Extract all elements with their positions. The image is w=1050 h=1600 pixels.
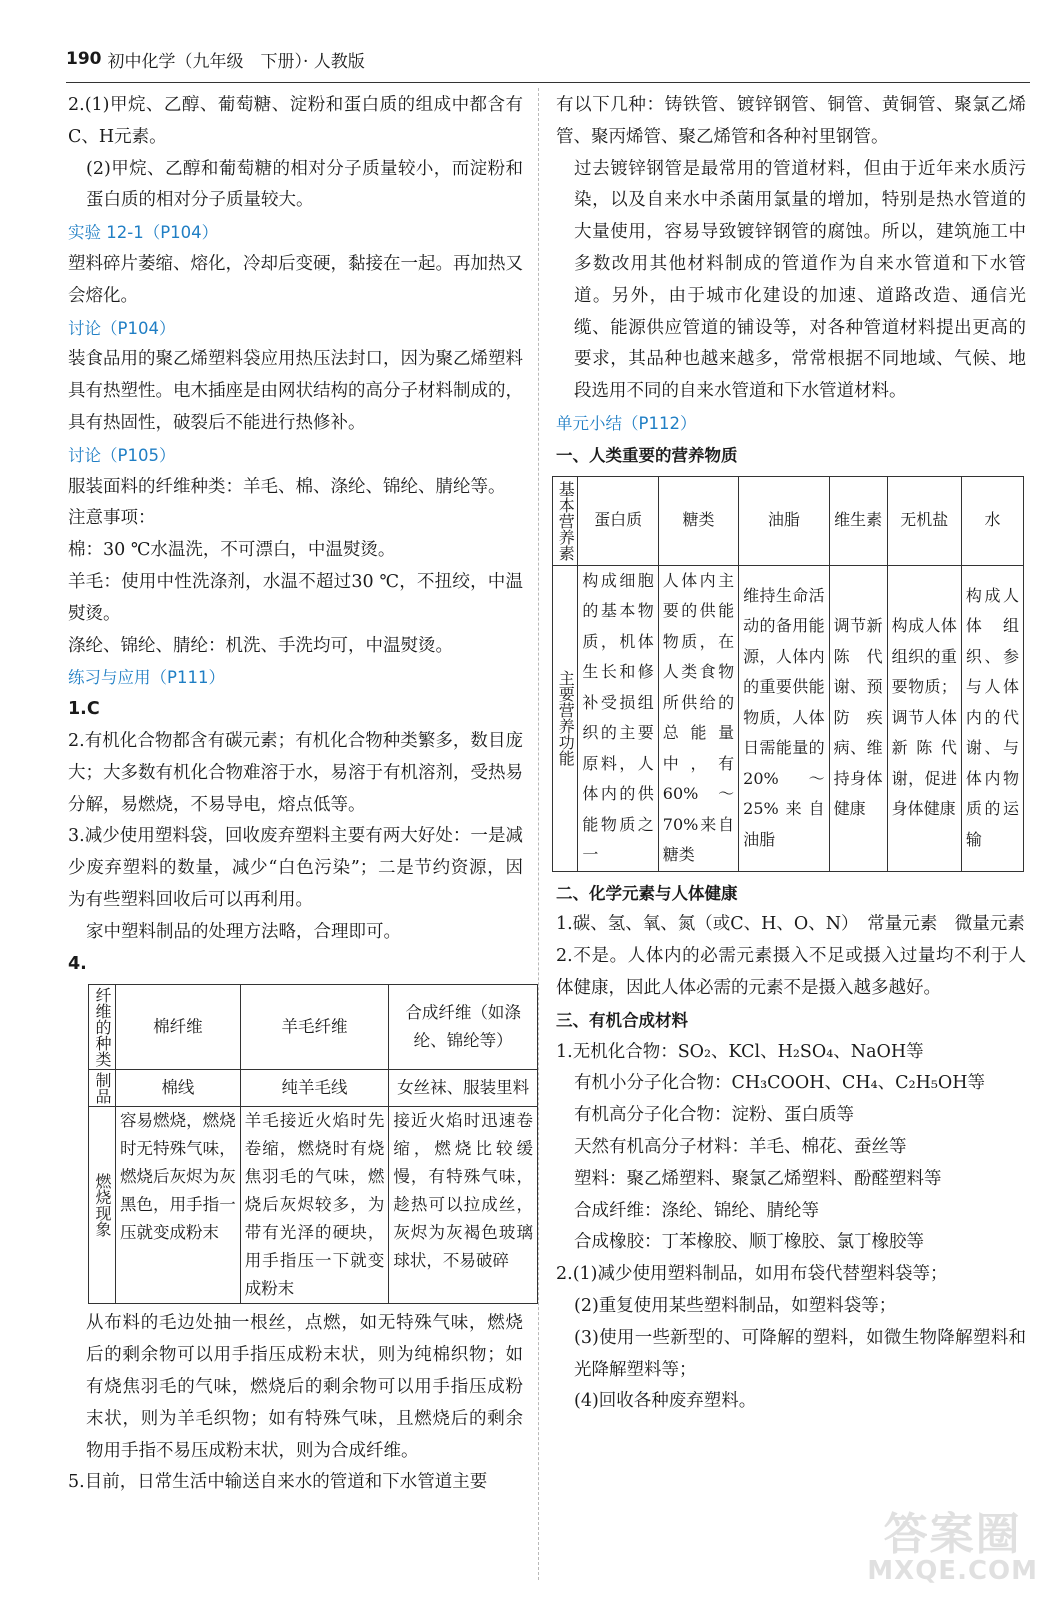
- pipe-materials-text: 过去镀锌钢管是最常用的管道材料，但由于近年来水质污染，以及自来水中杀菌用氯量的增加，特别是热水管道的大量使用，容易导致镀锌钢管的腐蚀。所以，建筑施工中多数改用其他材料制成的管道作为自来水管道和下水管道。另外，由于城市化建设的加速、道路改造、通信光缆、能源供应管道的铺设等，对各种管道材料提出更高的要求，其品种也越来越多，常常根据不同地域、气候、地段选用不同的自来水管道和下水管道材料。: [574, 158, 1026, 402]
- fiber-identification: 从布料的毛边处抽一根丝，点燃，如无特殊气味，燃烧后的剩余物可以用手指压成粉末状，则为纯棉织物；如有烧焦羽毛的气味，燃烧后的剩余物可以用手指压成粉末状，则为羊毛织物；如有特殊气味，且燃烧后的剩余物用手指不易压成粉末状，则为合成纤维。: [86, 1313, 523, 1461]
- summary-answer-c1d: 天然有机高分子材料：羊毛、棉花、蚕丝等: [574, 1136, 907, 1157]
- burning-header: 燃烧现象: [92, 1173, 112, 1238]
- practice-answer-1: 1.C: [68, 699, 100, 720]
- fiber-table: [88, 984, 538, 1304]
- table-row: [89, 1107, 538, 1304]
- care-synthetic: 涤纶、锦纶、腈纶：机洗、手洗均可，中温熨烫。: [68, 635, 453, 656]
- table-cell: [553, 476, 578, 565]
- table-cell: [89, 1070, 116, 1107]
- care-notes-label: 注意事项：: [68, 508, 156, 529]
- heading-unit-summary: 单元小结（P112）: [556, 413, 697, 433]
- heading-practice: 练习与应用（P111）: [68, 668, 225, 688]
- column-divider: [538, 88, 539, 1580]
- heading-discussion-p104: 讨论（P104）: [68, 318, 176, 338]
- table-row: [553, 476, 1024, 565]
- summary-answer-c1c: 有机高分子化合物：淀粉、蛋白质等: [574, 1105, 854, 1126]
- nutrients-table: [552, 476, 1024, 872]
- summary-answer-c1g: 合成橡胶：丁苯橡胶、顺丁橡胶、氯丁橡胶等: [574, 1232, 924, 1253]
- table-cell: 糖类: [658, 476, 738, 565]
- book-title: 初中化学（九年级 下册）· 人教版: [107, 51, 365, 72]
- practice-answer-3b: 家中塑料制品的处理方法略，合理即可。: [86, 921, 401, 942]
- practice-answer-3: 3.减少使用塑料袋，回收废弃塑料主要有两大好处：一是减少废弃塑料的数量，减少“白色污染”；二是节约资源，因为有些塑料回收后可以再利用。: [68, 826, 523, 910]
- watermark-url: MXQE.COM: [867, 1556, 1038, 1586]
- table-row: [553, 565, 1024, 871]
- table-cell: 容易燃烧，燃烧时无特殊气味，燃烧后灰烬为灰黑色，用手指一压就变成粉末: [115, 1107, 240, 1304]
- left-column: [68, 90, 533, 1499]
- care-cotton: 棉：30 ℃水温洗，不可漂白，中温熨烫。: [68, 540, 396, 561]
- summary-answer-c1b: 有机小分子化合物：CH₃COOH、CH₄、C₂H₅OH等: [574, 1073, 985, 1094]
- summary-answer-c2d: (4)回收各种废弃塑料。: [574, 1391, 757, 1412]
- table-cell: 人体内主要的供能物质，在人类食物所供给的总能量中，有60%～70%来自糖类: [658, 565, 738, 871]
- fabric-types: 服装面料的纤维种类：羊毛、棉、涤纶、锦纶、腈纶等。: [68, 476, 506, 497]
- summary-answer-c2c: (3)使用一些新型的、可降解的塑料，如微生物降解塑料和光降解塑料等；: [574, 1327, 1026, 1380]
- table-cell: 构成人体组织的重要物质；调节人体新陈代谢，促进身体健康: [887, 565, 961, 871]
- table-cell: 纯羊毛线: [240, 1070, 389, 1107]
- heading-experiment-12-1: 实验 12-1（P104）: [68, 223, 219, 243]
- main-function-header: 主要营养功能: [556, 670, 576, 767]
- table-cell: 构成细胞的基本物质，机体生长和修补受损组织的主要原料，人体内的供能物质之一: [578, 565, 658, 871]
- table-cell: 羊毛纤维: [240, 985, 389, 1070]
- table-cell: [553, 565, 578, 871]
- care-wool: 羊毛：使用中性洗涤剂，水温不超过30 ℃，不扭绞，中温熨烫。: [68, 571, 523, 624]
- page-number: 190: [66, 49, 102, 69]
- summary-answer-b1: 1.碳、氢、氧、氮（或C、H、O、N） 常量元素 微量元素: [556, 914, 1025, 935]
- discussion-p104-text: 装食品用的聚乙烯塑料袋应用热压法封口，因为聚乙烯塑料具有热塑性。电木插座是由网状结构的高分子材料制成的，具有热固性，破裂后不能进行热修补。: [68, 349, 523, 433]
- heading-discussion-p105: 讨论（P105）: [68, 445, 176, 465]
- table-cell: [89, 1107, 116, 1304]
- practice-answer-2: 2.有机化合物都含有碳元素；有机化合物种类繁多，数目庞大；大多数有机化合物难溶于水，易溶于有机溶剂，受热易分解，易燃烧，不易导电，熔点低等。: [68, 730, 523, 815]
- answer-2-2: (2)甲烷、乙醇和葡萄糖的相对分子质量较小，而淀粉和蛋白质的相对分子质量较大。: [86, 158, 523, 211]
- practice-answer-4: 4.: [68, 953, 87, 974]
- table-cell: [89, 985, 116, 1070]
- table-cell: 羊毛接近火焰时先卷缩，燃烧时有烧焦羽毛的气味，燃烧后灰烬较多，为带有光泽的硬块，用手指压一下就变成粉末: [240, 1107, 389, 1304]
- table-cell: 构成人体组织、参与人体内的代谢、与体内物质的运输: [961, 565, 1023, 871]
- table-cell: 棉纤维: [115, 985, 240, 1070]
- summary-answer-b2: 2.不是。人体内的必需元素摄入不足或摄入过量均不利于人体健康，因此人体必需的元素不是摄入越多越好。: [556, 946, 1026, 998]
- watermark-logo: 答案圈: [883, 1509, 1022, 1560]
- table-cell: 油脂: [739, 476, 830, 565]
- practice-answer-5: 5.目前，日常生活中输送自来水的管道和下水管道主要: [68, 1472, 488, 1493]
- summary-answer-c1f: 合成纤维：涤纶、锦纶、腈纶等: [574, 1200, 819, 1221]
- section-nutrients: 一、人类重要的营养物质: [556, 445, 738, 465]
- fiber-type-header: 纤维的种类: [92, 987, 112, 1068]
- pipe-types: 有以下几种：铸铁管、镀锌钢管、铜管、黄铜管、聚氯乙烯管、聚丙烯管、聚乙烯管和各种衬里钢管。: [556, 95, 1026, 147]
- right-column: [556, 90, 1026, 1418]
- section-synthetic-materials: 三、有机合成材料: [556, 1010, 688, 1030]
- section-elements-health: 二、化学元素与人体健康: [556, 883, 738, 903]
- experiment-text: 塑料碎片萎缩、熔化，冷却后变硬，黏接在一起。再加热又会熔化。: [68, 253, 523, 306]
- watermark: [867, 1498, 1038, 1586]
- summary-answer-c2a: 2.(1)减少使用塑料制品，如用布袋代替塑料袋等；: [556, 1264, 948, 1285]
- table-cell: 维生素: [829, 476, 887, 565]
- table-cell: 水: [961, 476, 1023, 565]
- table-cell: 接近火焰时迅速卷缩，燃烧比较缓慢，有特殊气味，趁热可以拉成丝，灰烬为灰褐色玻璃球状，不易破碎: [389, 1107, 538, 1304]
- table-cell: 蛋白质: [578, 476, 658, 565]
- summary-answer-c2b: (2)重复使用某些塑料制品，如塑料袋等；: [574, 1295, 897, 1316]
- table-cell: 维持生命活动的备用能源，人体内的重要供能物质，人体日需能量的20%～25%来自油脂: [739, 565, 830, 871]
- basic-nutrients-header: 基本营养素: [556, 480, 576, 561]
- table-row: [89, 1070, 538, 1107]
- page-header: [66, 42, 365, 76]
- table-cell: 合成纤维（如涤纶、锦纶等）: [389, 985, 538, 1070]
- table-cell: 女丝袜、服装里料: [389, 1070, 538, 1107]
- header-rule: [66, 82, 1030, 83]
- table-cell: 调节新陈代谢、预防疾病、维持身体健康: [829, 565, 887, 871]
- products-header: 制品: [92, 1072, 112, 1105]
- summary-answer-c1e: 塑料：聚乙烯塑料、聚氯乙烯塑料、酚醛塑料等: [574, 1168, 942, 1189]
- table-cell: 棉线: [115, 1070, 240, 1107]
- summary-answer-c1: 1.无机化合物：SO₂、KCl、H₂SO₄、NaOH等: [556, 1041, 924, 1062]
- table-cell: 无机盐: [887, 476, 961, 565]
- answer-2-1: 2.(1)甲烷、乙醇、葡萄糖、淀粉和蛋白质的组成中都含有C、H元素。: [68, 95, 523, 147]
- table-row: [89, 985, 538, 1070]
